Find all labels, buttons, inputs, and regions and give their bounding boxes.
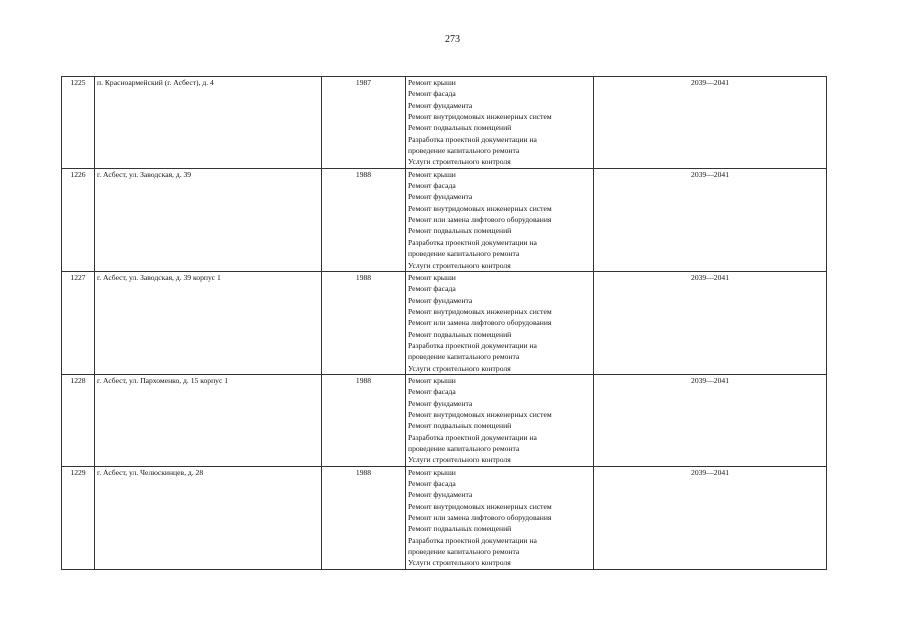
registry-table: [61, 76, 827, 570]
repair-work-item: Ремонт фасада: [408, 89, 456, 99]
repair-work-item: Ремонт крыши: [408, 467, 456, 477]
repair-work-item: Ремонт подвальных помещений: [408, 123, 512, 133]
repair-work-item: Ремонт крыши: [408, 78, 456, 87]
repair-work-item: Разработка проектной документации на: [408, 432, 537, 442]
table-row: [62, 466, 827, 569]
commissioning-year: 1988: [322, 466, 406, 569]
table-row: [62, 271, 827, 374]
repair-work-item: Ремонт фасада: [408, 387, 456, 397]
repair-work-item: Услуги строительного контроля: [408, 363, 511, 373]
repair-work-item: проведение капитального ремонта: [408, 444, 520, 453]
repair-work-item: Ремонт фундамента: [408, 100, 473, 110]
commissioning-year: 1988: [322, 374, 406, 466]
repair-work-item: Разработка проектной документации на: [408, 134, 537, 144]
repair-work-item: Услуги строительного контроля: [408, 157, 511, 167]
repair-work-item: Ремонт внутридомовых инженерных систем: [408, 112, 552, 122]
repair-work-item: Разработка проектной документации на: [408, 535, 537, 545]
repair-work-item: проведение капитального ремонта: [408, 146, 520, 156]
repair-work-item: Услуги строительного контроля: [408, 260, 511, 270]
table-row: [62, 374, 827, 466]
building-address: п. Красноармейский (г. Асбест), д. 4: [95, 77, 322, 169]
row-number: 1229: [62, 466, 95, 569]
repair-works-list: [406, 466, 594, 569]
repair-work-item: Ремонт фундамента: [408, 192, 473, 202]
repair-period: 2039—2041: [594, 271, 827, 374]
table-row: [62, 77, 827, 169]
repair-work-item: проведение капитального ремонта: [408, 547, 520, 557]
building-address: г. Асбест, ул. Челюскинцев, д. 28: [95, 466, 322, 569]
table-row: [62, 168, 827, 271]
repair-work-item: Разработка проектной документации на: [408, 237, 537, 247]
repair-work-item: проведение капитального ремонта: [408, 249, 520, 259]
repair-works-list: [406, 168, 594, 271]
repair-work-item: Услуги строительного контроля: [408, 558, 511, 568]
building-address: г. Асбест, ул. Заводская, д. 39 корпус 1: [95, 271, 322, 374]
repair-work-item: Ремонт подвальных помещений: [408, 421, 512, 431]
repair-work-item: Ремонт подвальных помещений: [408, 226, 512, 236]
repair-work-item: Ремонт крыши: [408, 169, 456, 179]
building-address: г. Асбест, ул. Пархоменко, д. 15 корпус 1: [95, 374, 322, 466]
row-number: 1225: [62, 77, 95, 169]
row-number: 1226: [62, 168, 95, 271]
repair-work-item: Ремонт подвальных помещений: [408, 329, 512, 339]
repair-work-item: Услуги строительного контроля: [408, 455, 511, 465]
repair-work-item: проведение капитального ремонта: [408, 352, 520, 362]
repair-work-item: Разработка проектной документации на: [408, 340, 537, 350]
building-address: г. Асбест, ул. Заводская, д. 39: [95, 168, 322, 271]
repair-works-list: [406, 77, 594, 169]
repair-period: 2039—2041: [594, 466, 827, 569]
repair-work-item: Ремонт фундамента: [408, 295, 473, 305]
repair-work-item: Ремонт крыши: [408, 375, 456, 385]
row-number: 1227: [62, 271, 95, 374]
row-number: 1228: [62, 374, 95, 466]
repair-work-item: Ремонт фундамента: [408, 398, 473, 408]
repair-period: 2039—2041: [594, 77, 827, 169]
repair-works-list: [406, 271, 594, 374]
repair-period: 2039—2041: [594, 168, 827, 271]
repair-work-item: Ремонт подвальных помещений: [408, 524, 512, 534]
repair-work-item: Ремонт фасада: [408, 479, 456, 489]
repair-work-item: Ремонт фасада: [408, 181, 456, 191]
repair-work-item: Ремонт внутридомовых инженерных систем: [408, 306, 552, 316]
repair-work-item: Ремонт или замена лифтового оборудования: [408, 215, 552, 225]
repair-work-item: Ремонт внутридомовых инженерных систем: [408, 409, 552, 419]
commissioning-year: 1988: [322, 168, 406, 271]
commissioning-year: 1987: [322, 77, 406, 169]
repair-work-item: Ремонт крыши: [408, 272, 456, 282]
page-number: 273: [445, 34, 460, 45]
repair-work-item: Ремонт или замена лифтового оборудования: [408, 513, 552, 523]
repair-work-item: Ремонт внутридомовых инженерных систем: [408, 203, 552, 213]
repair-work-item: Ремонт внутридомовых инженерных систем: [408, 501, 552, 511]
repair-work-item: Ремонт фасада: [408, 284, 456, 294]
repair-work-item: Ремонт фундамента: [408, 490, 473, 500]
repair-work-item: Ремонт или замена лифтового оборудования: [408, 318, 552, 328]
commissioning-year: 1988: [322, 271, 406, 374]
repair-period: 2039—2041: [594, 374, 827, 466]
repair-works-list: [406, 374, 594, 466]
